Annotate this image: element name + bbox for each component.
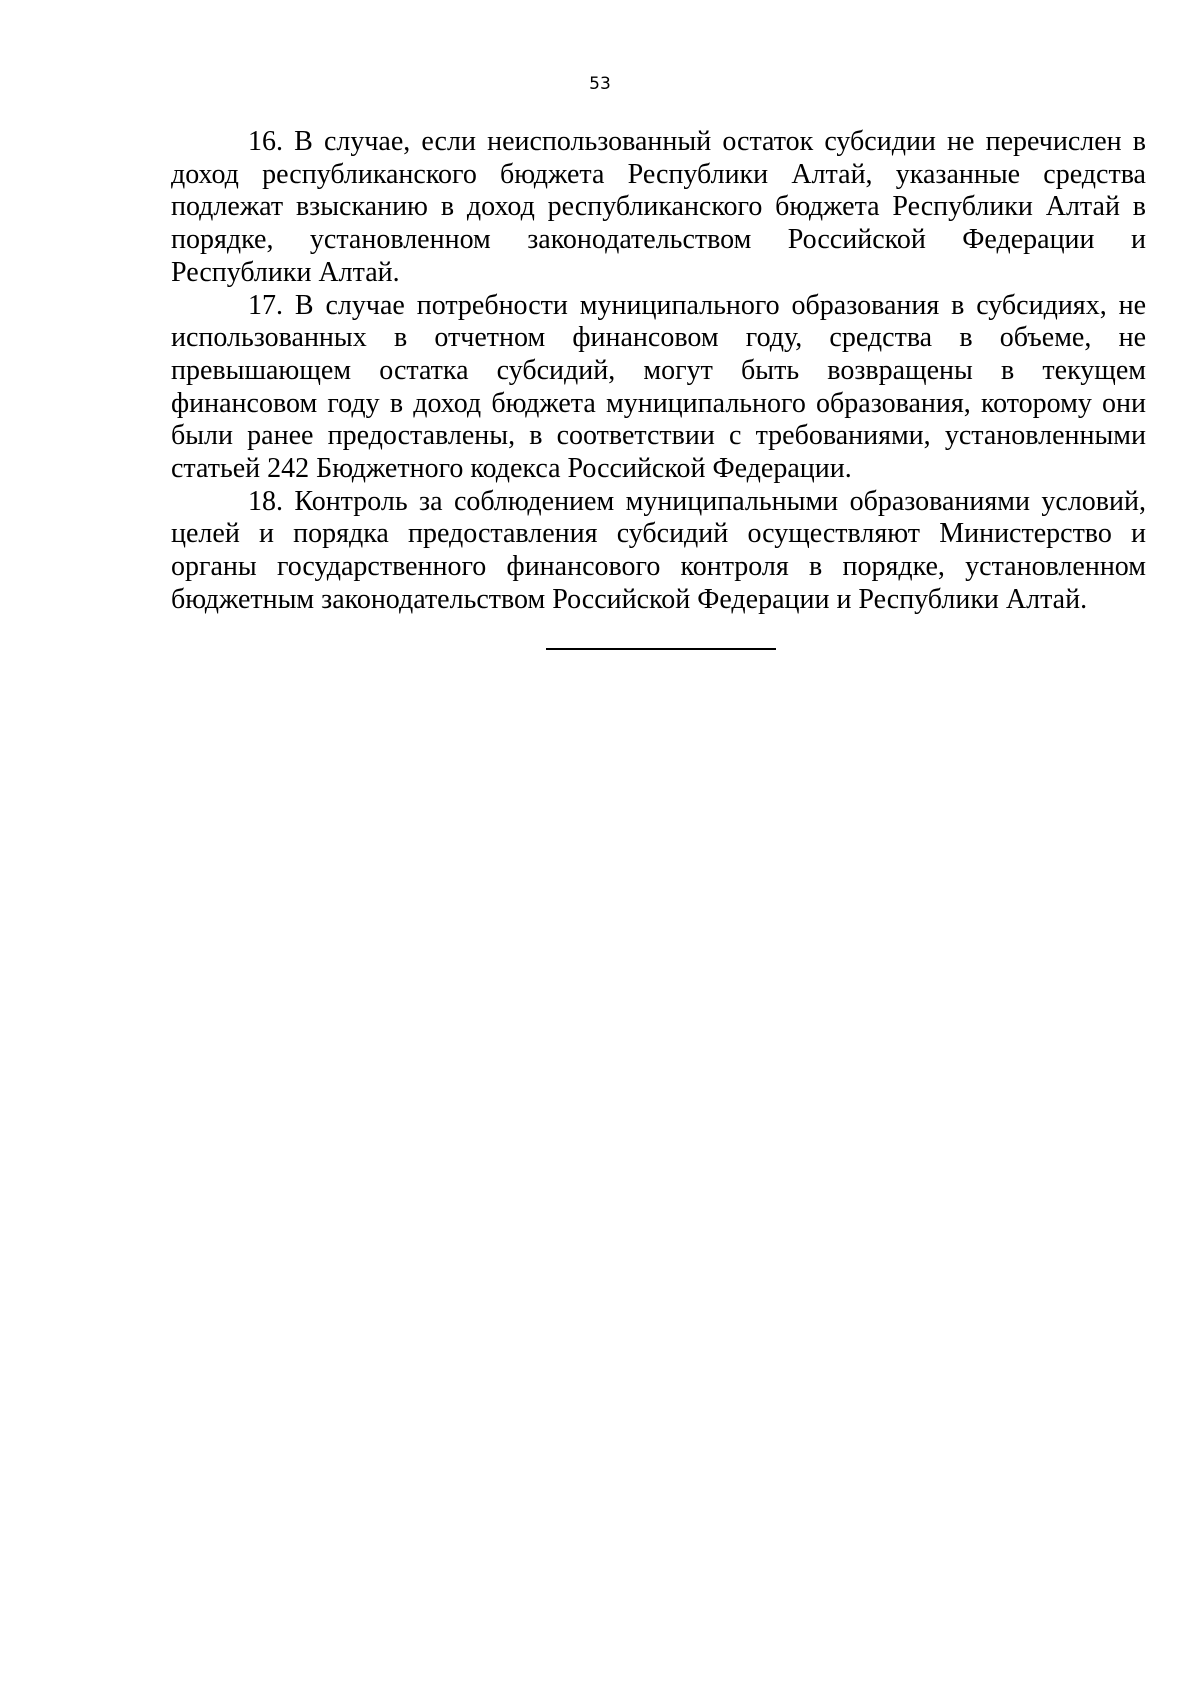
document-body bbox=[171, 126, 1146, 617]
page-number: 53 bbox=[589, 74, 611, 94]
paragraph-18: 18. Контроль за соблюдением муниципальными образованиями условий, целей и порядка предоставления субсидий осуществляют Министерство и органы государственного финансового контроля в порядке, установленном бюджетным законодательством Российской Федерации и Республики Алтай. bbox=[171, 485, 1146, 615]
paragraph-16: 16. В случае, если неиспользованный остаток субсидии не перечислен в доход республиканского бюджета Республики Алтай, указанные средства подлежат взысканию в доход республиканского бюджета Республики Алтай в порядке, установленном законодательством Российской Федерации и Республики Алтай. bbox=[171, 126, 1146, 288]
paragraph-17: 17. В случае потребности муниципального образования в субсидиях, не использованных в отчетном финансовом году, средства в объеме, не превышающем остатка субсидий, могут быть возвращены в текущем финансовом году в доход бюджета муниципального образования, которому они были ранее предоставлены, в соответствии с требованиями, установленными статьей 242 Бюджетного кодекса Российской Федерации. bbox=[171, 289, 1146, 485]
end-separator-line bbox=[546, 648, 776, 650]
